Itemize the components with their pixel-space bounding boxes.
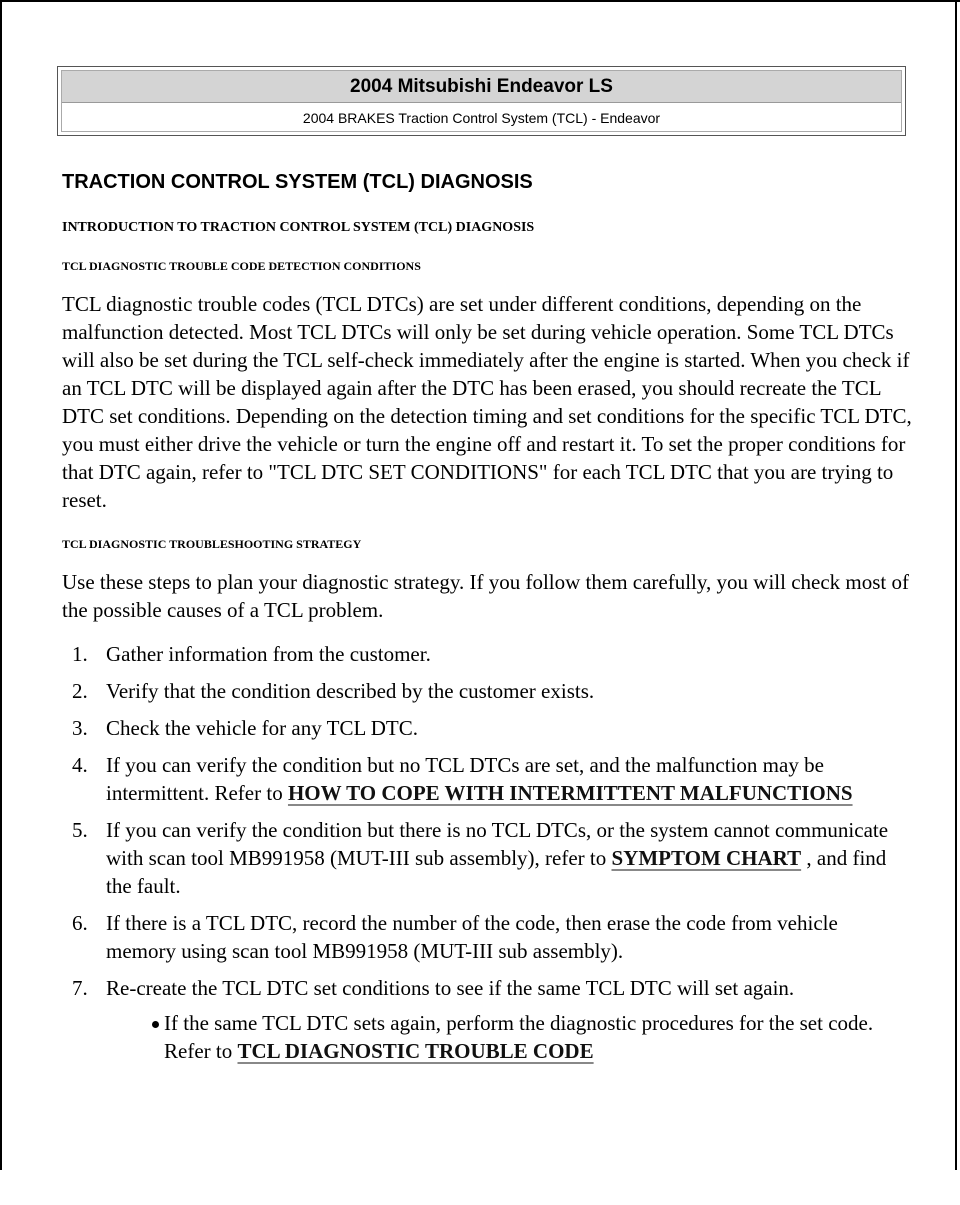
list-item: [62, 974, 912, 1065]
list-item: [62, 909, 912, 965]
document-header: [57, 66, 906, 136]
page-frame-left: [0, 0, 2, 1170]
step-text: If there is a TCL DTC, record the number of the code, then erase the code from vehicle memory using scan tool MB991958 (MUT-III sub assembly).: [106, 911, 838, 963]
vehicle-title: 2004 Mitsubishi Endeavor LS: [62, 71, 901, 103]
step-number: 5.: [72, 818, 88, 842]
step-number: 6.: [72, 911, 88, 935]
sub-bullet-list: [106, 1009, 912, 1065]
document-body: [62, 160, 912, 1074]
step-number: 1.: [72, 642, 88, 666]
step-text: Check the vehicle for any TCL DTC.: [106, 716, 418, 740]
manual-section-subtitle: 2004 BRAKES Traction Control System (TCL) - Endeavor: [302, 110, 661, 126]
section-heading-strategy: TCL DIAGNOSTIC TROUBLESHOOTING STRATEGY: [62, 537, 362, 551]
document-title: TRACTION CONTROL SYSTEM (TCL) DIAGNOSIS: [62, 171, 533, 193]
step-text: Verify that the condition described by the customer exists.: [106, 679, 595, 703]
step-number: 7.: [72, 976, 88, 1000]
paragraph-dtc-conditions: TCL diagnostic trouble codes (TCL DTCs) are set under different conditions, depending on the malfunction detected. Most TCL DTCs will only be set during vehicle operation. Some TCL DTCs will also be set during the TCL self-check immediately after the engine is started. When you check if an TCL DTC will be displayed again after the DTC has been erased, you should recreate the TCL DTC set conditions. Depending on the detection timing and set conditions for the specific TCL DTC, you must either drive the vehicle or turn the engine off and restart it. To set the proper conditions for that DTC again, refer to "TCL DTC SET CONDITIONS" for each TCL DTC that you are trying to reset.: [62, 292, 912, 512]
step-number: 3.: [72, 716, 88, 740]
paragraph-strategy: Use these steps to plan your diagnostic strategy. If you follow them carefully, you will check most of the possible causes of a TCL problem.: [62, 570, 909, 622]
step-text: If you can verify the condition but there is no TCL DTCs, or the system cannot communicate with scan tool MB991958 (MUT-III sub assembly), refer to: [106, 818, 889, 870]
bullet-text: If the same TCL DTC sets again, perform the diagnostic procedures for the set code. Refer to: [164, 1011, 874, 1063]
step-text-after: , and find the fault.: [106, 846, 887, 898]
page-frame-right: [955, 0, 957, 1170]
section-heading-dtc-conditions: TCL DIAGNOSTIC TROUBLE CODE DETECTION CONDITIONS: [62, 259, 421, 273]
step-text: Gather information from the customer.: [106, 642, 431, 666]
step-text: Re-create the TCL DTC set conditions to see if the same TCL DTC will set again.: [106, 976, 795, 1000]
list-item: [62, 640, 912, 668]
page-frame-top: [0, 0, 960, 2]
document-header-inner: [61, 70, 902, 132]
list-item: [62, 677, 912, 705]
list-item: [62, 751, 912, 807]
list-item: [62, 714, 912, 742]
symptom-chart-link[interactable]: SYMPTOM CHART: [611, 846, 802, 870]
bullet-icon: [152, 1021, 159, 1028]
list-item: [62, 816, 912, 900]
intermittent-malfunctions-link[interactable]: HOW TO COPE WITH INTERMITTENT MALFUNCTIONS: [287, 781, 853, 805]
section-heading-intro: INTRODUCTION TO TRACTION CONTROL SYSTEM (TCL) DIAGNOSIS: [62, 220, 535, 235]
strategy-steps-list: [62, 640, 912, 1065]
tcl-dtc-link[interactable]: TCL DIAGNOSTIC TROUBLE CODE: [237, 1039, 594, 1063]
step-number: 4.: [72, 753, 88, 777]
list-item: [140, 1009, 912, 1065]
step-number: 2.: [72, 679, 88, 703]
step-text: If you can verify the condition but no TCL DTCs are set, and the malfunction may be intermittent. Refer to: [106, 753, 824, 805]
